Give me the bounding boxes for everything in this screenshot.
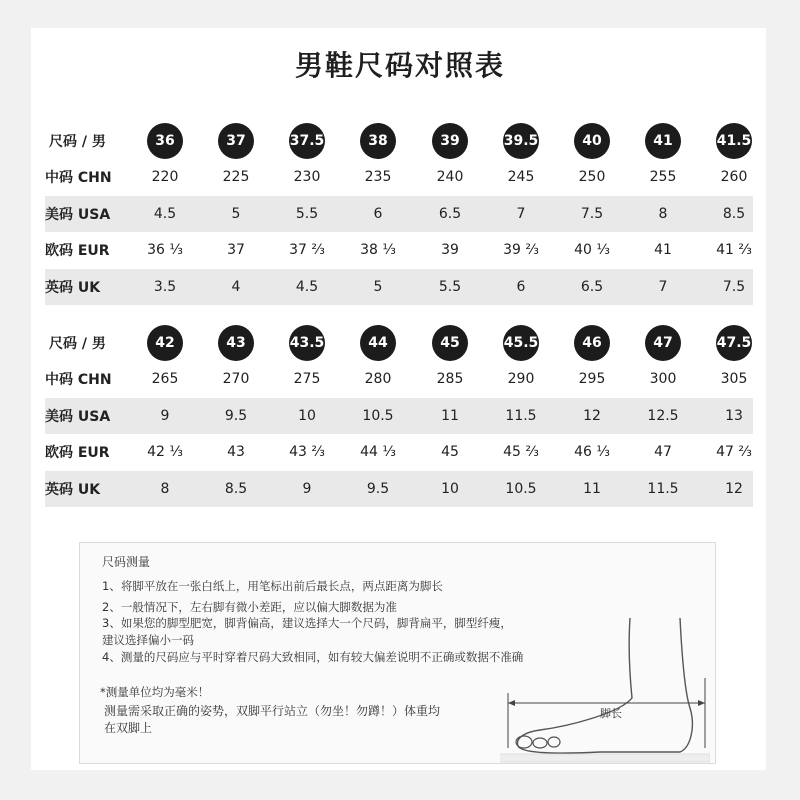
- size-cell: 7.5: [580, 205, 604, 222]
- size-cell: 295: [578, 371, 606, 388]
- size-cell: 5: [231, 205, 241, 222]
- size-cell: 44 ⅓: [360, 444, 396, 461]
- size-cell: 6: [373, 205, 383, 222]
- size-cell: 245: [507, 169, 535, 186]
- size-badge: 47: [645, 325, 681, 361]
- row-label: 中码 CHN: [45, 170, 112, 187]
- size-cell: 11: [441, 407, 459, 424]
- size-cell: 250: [578, 169, 606, 186]
- row-size: [45, 123, 753, 159]
- row-chn: [45, 159, 753, 196]
- row-label: 英码 UK: [45, 279, 101, 296]
- size-cell: 8: [160, 480, 170, 497]
- size-cell: 40 ⅓: [574, 242, 610, 259]
- size-cell: 39: [441, 242, 459, 259]
- size-cell: 4.5: [153, 205, 177, 222]
- size-cell: 240: [436, 169, 464, 186]
- size-cell: 38 ⅓: [360, 242, 396, 259]
- size-table-2: [45, 325, 753, 507]
- row-usa: [45, 398, 753, 435]
- size-cell: 3.5: [153, 278, 177, 295]
- size-cell: 37: [227, 242, 245, 259]
- size-cell: 10.5: [505, 480, 537, 497]
- size-cell: 260: [720, 169, 748, 186]
- row-label: 美码 USA: [45, 206, 111, 223]
- size-cell: 6.5: [438, 205, 462, 222]
- size-badge: 44: [360, 325, 396, 361]
- measure-step-2: 2、一般情况下，左右脚有微小差距，应以偏大脚数据为准: [102, 600, 397, 614]
- size-cell: 12.5: [647, 407, 679, 424]
- measure-step-1: 1、将脚平放在一张白纸上，用笔标出前后最长点，两点距离为脚长: [102, 579, 443, 593]
- size-cell: 235: [364, 169, 392, 186]
- row-label: 欧码 EUR: [45, 445, 110, 462]
- size-cell: 43: [227, 444, 245, 461]
- measurement-guide: [79, 542, 716, 764]
- size-badge: 46: [574, 325, 610, 361]
- size-badge: 38: [360, 123, 396, 159]
- foot-length-label: 脚长: [600, 707, 622, 720]
- size-cell: 45: [441, 444, 459, 461]
- row-label: 美码 USA: [45, 408, 111, 425]
- measure-step-3: 3、如果您的脚型肥宽，脚背偏高，建议选择大一个尺码，脚背扁平，脚型纤瘦，: [102, 616, 512, 630]
- size-badge: 43.5: [289, 325, 325, 361]
- size-cell: 47 ⅔: [716, 444, 752, 461]
- row-label: 尺码 / 男: [49, 336, 106, 352]
- size-cell: 12: [583, 407, 601, 424]
- size-cell: 8.5: [722, 205, 746, 222]
- row-eur: [45, 434, 753, 471]
- measure-posture-note-cont: 在双脚上: [104, 721, 153, 735]
- measure-unit-note: *测量单位均为毫米！: [100, 685, 210, 699]
- size-cell: 10.5: [362, 407, 394, 424]
- row-label: 中码 CHN: [45, 372, 112, 389]
- size-badge: 43: [218, 325, 254, 361]
- measure-step-3-cont: 建议选择偏小一码: [102, 633, 194, 647]
- size-badge: 41: [645, 123, 681, 159]
- size-table-1: [45, 123, 753, 305]
- size-cell: 4.5: [295, 278, 319, 295]
- size-badge: 39.5: [503, 123, 539, 159]
- size-cell: 305: [720, 371, 748, 388]
- size-cell: 280: [364, 371, 392, 388]
- size-cell: 230: [293, 169, 321, 186]
- size-cell: 10: [298, 407, 316, 424]
- size-cell: 275: [293, 371, 321, 388]
- size-cell: 7.5: [722, 278, 746, 295]
- size-cell: 11.5: [647, 480, 679, 497]
- size-cell: 7: [658, 278, 668, 295]
- row-label: 英码 UK: [45, 481, 101, 498]
- size-cell: 285: [436, 371, 464, 388]
- size-cell: 270: [222, 371, 250, 388]
- size-cell: 43 ⅔: [289, 444, 325, 461]
- size-cell: 12: [725, 480, 743, 497]
- size-badge: 39: [432, 123, 468, 159]
- size-cell: 11: [583, 480, 601, 497]
- size-badge: 37.5: [289, 123, 325, 159]
- row-size: [45, 325, 753, 361]
- size-cell: 225: [222, 169, 250, 186]
- size-badge: 41.5: [716, 123, 752, 159]
- foot-illustration: [500, 608, 710, 763]
- size-cell: 9: [160, 407, 170, 424]
- size-cell: 42 ⅓: [147, 444, 183, 461]
- size-badge: 47.5: [716, 325, 752, 361]
- measure-step-4: 4、测量的尺码应与平时穿着尺码大致相同，如有较大偏差说明不正确或数据不准确: [102, 650, 524, 664]
- measure-title: 尺码测量: [102, 555, 151, 569]
- measure-posture-note: 测量需采取正确的姿势，双脚平行站立（勿坐！勿蹲！）体重均: [104, 704, 441, 718]
- size-cell: 9: [302, 480, 312, 497]
- size-cell: 41 ⅔: [716, 242, 752, 259]
- size-cell: 8: [658, 205, 668, 222]
- size-badge: 45: [432, 325, 468, 361]
- size-cell: 5.5: [295, 205, 319, 222]
- row-usa: [45, 196, 753, 233]
- row-label: 尺码 / 男: [49, 134, 106, 150]
- size-cell: 46 ⅓: [574, 444, 610, 461]
- page-title: 男鞋尺码对照表: [294, 49, 505, 82]
- size-cell: 39 ⅔: [503, 242, 539, 259]
- size-badge: 45.5: [503, 325, 539, 361]
- size-cell: 300: [649, 371, 677, 388]
- size-cell: 220: [151, 169, 179, 186]
- size-cell: 255: [649, 169, 677, 186]
- size-cell: 36 ⅓: [147, 242, 183, 259]
- size-cell: 9.5: [224, 407, 248, 424]
- size-cell: 45 ⅔: [503, 444, 539, 461]
- size-cell: 13: [725, 407, 743, 424]
- size-badge: 42: [147, 325, 183, 361]
- size-cell: 4: [231, 278, 241, 295]
- size-cell: 5: [373, 278, 383, 295]
- row-chn: [45, 361, 753, 398]
- size-cell: 5.5: [438, 278, 462, 295]
- row-label: 欧码 EUR: [45, 243, 110, 260]
- size-cell: 11.5: [505, 407, 537, 424]
- size-cell: 47: [654, 444, 672, 461]
- size-cell: 8.5: [224, 480, 248, 497]
- row-eur: [45, 232, 753, 269]
- size-cell: 6.5: [580, 278, 604, 295]
- size-badge: 37: [218, 123, 254, 159]
- size-cell: 41: [654, 242, 672, 259]
- size-cell: 6: [516, 278, 526, 295]
- size-cell: 7: [516, 205, 526, 222]
- size-cell: 10: [441, 480, 459, 497]
- size-badge: 40: [574, 123, 610, 159]
- row-uk: [45, 269, 753, 306]
- size-badge: 36: [147, 123, 183, 159]
- size-cell: 265: [151, 371, 179, 388]
- size-cell: 9.5: [366, 480, 390, 497]
- size-cell: 37 ⅔: [289, 242, 325, 259]
- row-uk: [45, 471, 753, 508]
- size-cell: 290: [507, 371, 535, 388]
